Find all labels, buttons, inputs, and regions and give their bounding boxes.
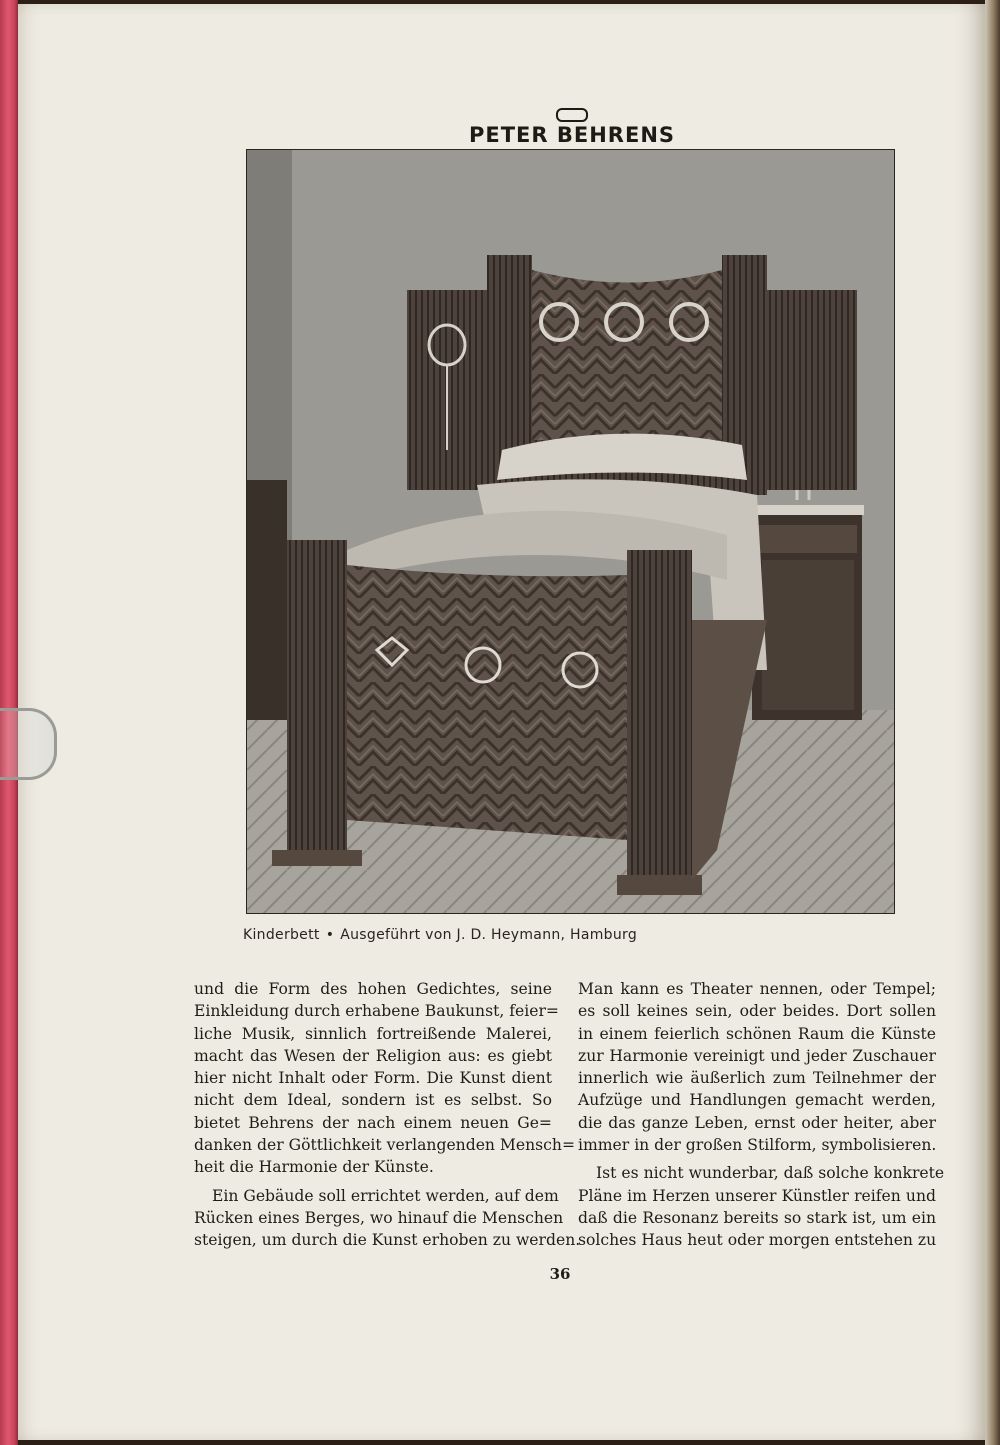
page-number: 36: [549, 1265, 571, 1283]
text-line: innerlich wie äußerlich zum Teilnehmer der: [578, 1069, 936, 1088]
text-line: zur Harmonie vereinigt und jeder Zuschauer: [578, 1046, 936, 1065]
bed-photograph: [246, 149, 895, 914]
bed-illustration: [247, 150, 894, 913]
text-line: Einkleidung durch erhabene Baukunst, feier=: [194, 1002, 559, 1021]
text-line: nicht dem Ideal, sondern ist es selbst. So: [194, 1091, 552, 1110]
paragraph-4: [578, 1162, 945, 1251]
text-line: Ist es nicht wunderbar, daß solche konkrete: [596, 1164, 945, 1183]
ornament-left-icon: [556, 108, 588, 122]
paragraph-2: [194, 1185, 581, 1252]
text-column-right: [578, 978, 945, 1256]
figure-caption: [243, 927, 643, 947]
paragraph-1: [194, 978, 576, 1179]
text-line: liche Musik, sinnlich fortreißende Malerei,: [194, 1024, 552, 1043]
paragraph-3: [578, 978, 936, 1156]
text-line: heit die Harmonie der Künste.: [194, 1158, 434, 1177]
paper-clip: [0, 708, 57, 780]
text-line: in einem feierlich schönen Raum die Künste: [578, 1024, 936, 1043]
text-line: solches Haus heut oder morgen entstehen zu: [578, 1231, 937, 1250]
text-line: Pläne im Herzen unserer Künstler reifen und: [578, 1186, 936, 1205]
caption-credit: Ausgeführt von J. D. Heymann, Hamburg: [340, 927, 638, 943]
text-line: Rücken eines Berges, wo hinauf die Menschen: [194, 1208, 564, 1227]
text-line: danken der Göttlichkeit verlangenden Mensch=: [194, 1136, 576, 1155]
text-line: und die Form des hohen Gedichtes, seine: [194, 980, 552, 998]
text-line: Aufzüge und Handlungen gemacht werden,: [578, 1091, 936, 1110]
text-line: Ein Gebäude soll errichtet werden, auf dem: [212, 1186, 559, 1205]
text-line: hier nicht Inhalt oder Form. Die Kunst dient: [194, 1069, 552, 1088]
text-line: immer in der großen Stilform, symbolisieren.: [578, 1136, 937, 1155]
running-head-title: PETER BEHRENS: [468, 123, 676, 147]
text-line: es soll keines sein, oder beides. Dort sollen: [578, 1002, 936, 1021]
caption-title: Kinderbett: [243, 927, 320, 943]
page-edge: [985, 0, 1000, 1445]
running-head: [462, 104, 682, 147]
text-line: bietet Behrens der nach einem neuen Ge=: [194, 1113, 552, 1132]
caption-separator: •: [325, 927, 335, 943]
text-column-left: [194, 978, 581, 1256]
text-line: steigen, um durch die Kunst erhoben zu werden.: [194, 1231, 581, 1250]
text-line: die das ganze Leben, ernst oder heiter, aber: [578, 1113, 936, 1132]
text-line: Man kann es Theater nennen, oder Tempel;: [578, 980, 936, 998]
text-line: macht das Wesen der Religion aus: es giebt: [194, 1046, 552, 1065]
text-line: daß die Resonanz bereits so stark ist, um ein: [578, 1208, 936, 1227]
